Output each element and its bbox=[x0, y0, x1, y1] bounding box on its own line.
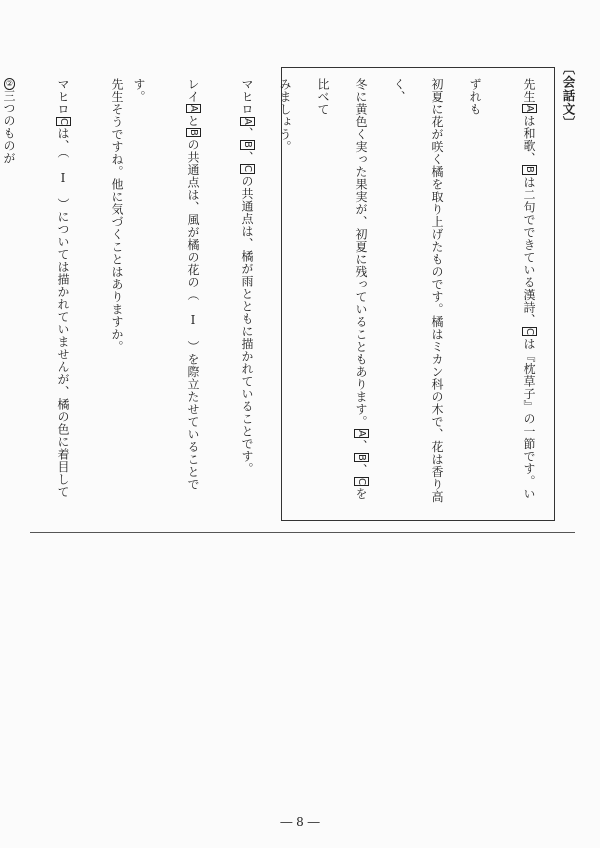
dialogue-text: 三つのものが bbox=[2, 89, 16, 165]
dialogue-text: 、 bbox=[240, 150, 254, 164]
passage-reference-box: C bbox=[58, 117, 69, 125]
dialogue-text: は、（ Ⅰ ）については描かれていませんが、橘の色に着目して bbox=[56, 126, 70, 498]
dialogue-line bbox=[258, 78, 312, 508]
dialogue-text: は和歌、 bbox=[522, 114, 536, 165]
dialogue-line bbox=[74, 78, 128, 508]
passage-reference-box: A bbox=[242, 117, 253, 125]
dialogue-text: 初夏に花が咲く橘を取り上げたものです。橘はミカン科の木で、花は香り高く、 bbox=[392, 78, 444, 503]
dialogue-line bbox=[204, 78, 258, 508]
speaker-name: レイ bbox=[186, 78, 200, 103]
dialogue-text: そうですね。他に気づくことはありますか。 bbox=[110, 103, 124, 353]
passage-reference-box: C bbox=[242, 165, 253, 173]
section-label: 〔会話文〕 bbox=[561, 62, 576, 130]
page-number: ― 8 ― bbox=[280, 815, 320, 829]
speaker-name: マヒロ bbox=[56, 78, 70, 116]
dialogue-text: は二句でできている漢詩、 bbox=[522, 175, 536, 326]
underline-note-number: ② bbox=[5, 79, 14, 89]
dialogue-text: 、 bbox=[354, 439, 368, 452]
passage-reference-box: A bbox=[356, 430, 367, 438]
passage-reference-box: B bbox=[242, 141, 253, 149]
passage-reference-box: C bbox=[524, 327, 535, 336]
dialogue-text: と bbox=[186, 114, 200, 127]
passage-reference-box: B bbox=[524, 166, 535, 174]
dialogue-text: は『枕草子』の一節です。いずれも bbox=[468, 78, 536, 500]
dialogue bbox=[0, 78, 540, 508]
speaker-name: マヒロ bbox=[240, 78, 254, 116]
dialogue-text: 冬に黄色く実った果実が、初夏に残っていることもあります。 bbox=[354, 78, 368, 428]
dialogue-line bbox=[464, 78, 540, 508]
dialogue-text: を比べて bbox=[316, 78, 368, 500]
passage-reference-box: A bbox=[524, 105, 535, 113]
passage-reference-box: A bbox=[188, 105, 199, 113]
dialogue-text: 、 bbox=[240, 126, 254, 140]
passage-reference-box: B bbox=[188, 128, 199, 137]
dialogue-line bbox=[128, 78, 204, 508]
dialogue-text: の共通点は、風が橘の花の（ Ⅰ ）を際立たせていることです。 bbox=[132, 78, 200, 491]
dialogue-line bbox=[388, 78, 464, 508]
passage-reference-box: C bbox=[356, 477, 367, 486]
speaker-name: 先生 bbox=[522, 78, 536, 103]
passage-reference-box: B bbox=[356, 453, 367, 462]
dialogue-text: みましょう。 bbox=[278, 78, 292, 153]
dialogue-text: の共通点は、橘が雨とともに描かれていることです。 bbox=[240, 174, 254, 475]
dialogue-text: 、 bbox=[354, 463, 368, 476]
dialogue-box bbox=[2, 67, 555, 521]
speaker-name: 先生 bbox=[110, 78, 124, 103]
dialogue-line bbox=[0, 78, 74, 508]
dialogue-line bbox=[312, 78, 388, 508]
section-divider bbox=[30, 532, 575, 533]
